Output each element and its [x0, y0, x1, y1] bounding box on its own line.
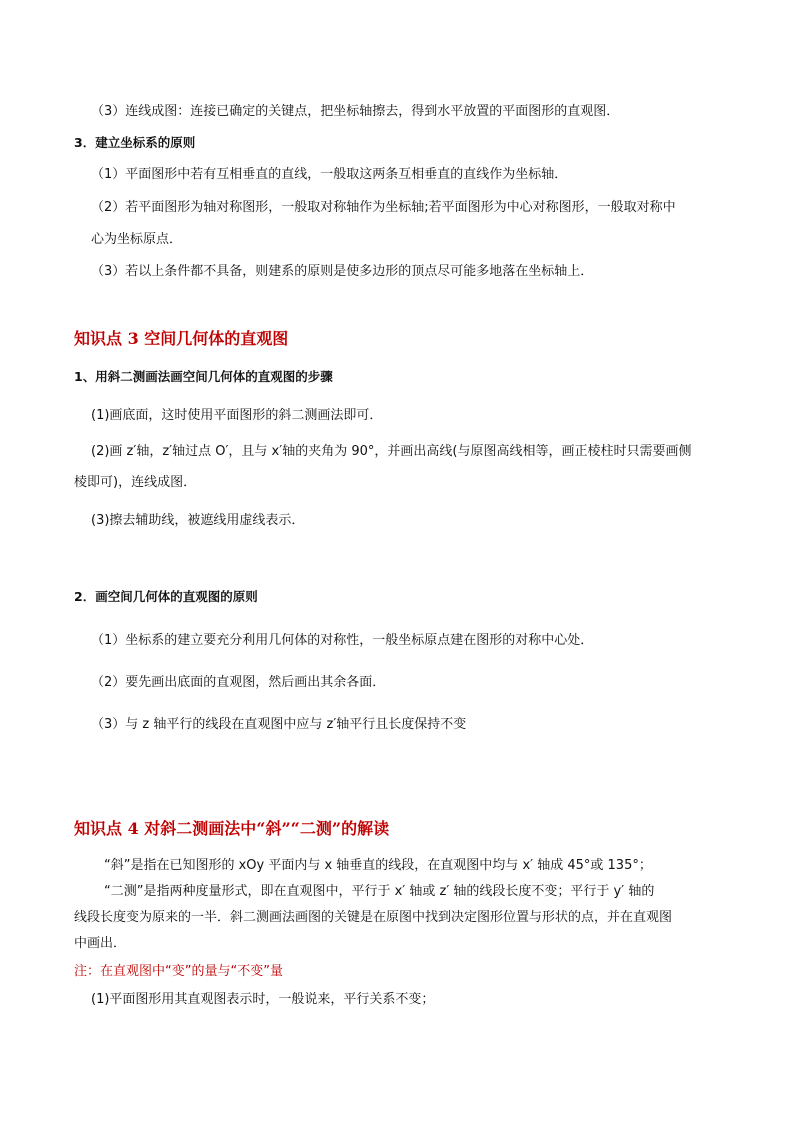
principle-2-line1: （2）若平面图形为轴对称图形，一般取对称轴作为坐标轴;若平面图形为中心对称图形，一般取对称中: [91, 200, 676, 215]
knowledge-point-3-title: 知识点 3 空间几何体的直观图: [74, 329, 289, 348]
step-3-erase: (3)擦去辅助线，被遮线用虚线表示．: [91, 513, 305, 528]
note-item-1: (1)平面图形用其直观图表示时，一般说来，平行关系不变；: [91, 992, 435, 1007]
step-3-connect: （3）连线成图：连接已确定的关键点，把坐标轴擦去，得到水平放置的平面图形的直观图．: [91, 104, 620, 119]
principle-base-first: （2）要先画出底面的直观图，然后画出其余各面．: [91, 675, 386, 690]
coordinate-principle-heading: 3．建立坐标系的原则: [74, 135, 196, 150]
two-measure-line2: 线段长度变为原来的一半．斜二测画法画图的关键是在原图中找到决定图形位置与形状的点，并在直观图: [74, 910, 673, 925]
principle-z-axis: （3）与 z 轴平行的线段在直观图中应与 z′轴平行且长度保持不变: [91, 717, 467, 732]
note-heading: 注：在直观图中“变”的量与“不变”量: [74, 964, 283, 979]
oblique-explanation: “斜”是指在已知图形的 xOy 平面内与 x 轴垂直的线段，在直观图中均与 x′ 轴成 45°或 135°；: [104, 858, 652, 873]
two-measure-line1: “二测”是指两种度量形式，即在直观图中，平行于 x′ 轴或 z′ 轴的线段长度不变；平行于 y′ 轴的: [104, 884, 655, 899]
knowledge-point-4-title: 知识点 4 对斜二测画法中“斜”“二测”的解读: [74, 819, 390, 838]
principle-2-line2: 心为坐标原点．: [91, 232, 183, 247]
principle-1: （1）平面图形中若有互相垂直的直线，一般取这两条互相垂直的直线作为坐标轴．: [91, 167, 568, 182]
principles-heading: 2．画空间几何体的直观图的原则: [74, 589, 258, 604]
principle-3: （3）若以上条件都不具备，则建系的原则是使多边形的顶点尽可能多地落在坐标轴上．: [91, 264, 594, 279]
two-measure-line3: 中画出．: [74, 936, 127, 951]
step-2-line1: (2)画 z′轴，z′轴过点 O′，且与 x′轴的夹角为 90°，并画出高线(与原图高线相等，画正棱柱时只需要画侧: [91, 444, 692, 459]
step-2-line2: 棱即可)，连线成图．: [74, 475, 197, 490]
step-1-base: (1)画底面，这时使用平面图形的斜二测画法即可．: [91, 408, 383, 423]
steps-heading: 1、用斜二测画法画空间几何体的直观图的步骤: [74, 369, 333, 384]
principle-symmetry: （1）坐标系的建立要充分利用几何体的对称性，一般坐标原点建在图形的对称中心处．: [91, 633, 594, 648]
